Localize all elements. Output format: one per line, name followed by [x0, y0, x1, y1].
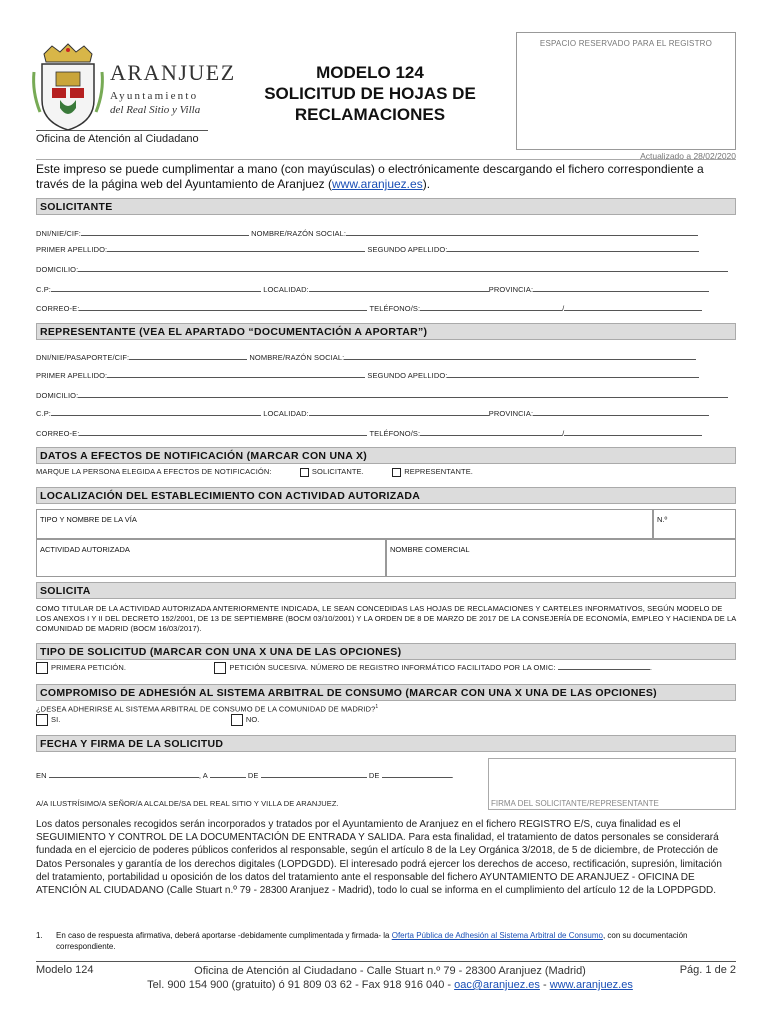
si-checkbox[interactable]: [36, 714, 48, 726]
comercial-field[interactable]: [386, 539, 736, 577]
solicitante-option-label: SOLICITANTE.: [311, 467, 364, 476]
section-solicita: SOLICITA: [36, 582, 736, 599]
email-link[interactable]: oac@aranjuez.es: [454, 979, 540, 991]
apellido2-field[interactable]: [447, 244, 699, 252]
footnote: [36, 930, 736, 952]
office-name: Oficina de Atención al Ciudadano: [36, 133, 199, 145]
footer-separator: -: [539, 979, 550, 991]
numero-label: N.º: [657, 515, 668, 524]
destinatario: A/A ILUSTRÍSIMO/A SEÑOR/A ALCALDE/SA DEL REAL SITIO Y VILLA DE ARANJUEZ.: [36, 799, 339, 808]
rep-domicilio-field[interactable]: [78, 390, 728, 398]
actividad-label: ACTIVIDAD AUTORIZADA: [40, 545, 130, 554]
telefono-field-2[interactable]: [564, 303, 702, 311]
nombre-label: NOMBRE/RAZÓN SOCIAL:: [251, 229, 347, 238]
provincia-field[interactable]: [533, 284, 709, 292]
footer-website-link[interactable]: www.aranjuez.es: [549, 979, 633, 991]
section-solicitante: SOLICITANTE: [36, 198, 736, 215]
telefono-label: TELÉFONO/S:: [369, 304, 421, 313]
title-line-3: RECLAMACIONES: [294, 105, 446, 124]
footer-phones: Tel. 900 154 900 (gratuito) ó 91 809 03 62 - Fax 918 916 040 -: [147, 979, 455, 991]
lugar-field[interactable]: [49, 770, 199, 778]
correo-field[interactable]: [79, 303, 367, 311]
rep-localidad-field[interactable]: [309, 408, 489, 416]
compromiso-question: [36, 704, 736, 714]
apellido1-field[interactable]: [107, 244, 365, 252]
divider: [36, 159, 736, 160]
si-label: SI.: [51, 714, 61, 724]
rep-correo-field[interactable]: [79, 428, 367, 436]
mes-label: DE: [247, 771, 259, 780]
registro-label: ESPACIO RESERVADO PARA EL REGISTRO: [539, 39, 713, 48]
cp-label: C.P:: [36, 285, 51, 294]
solicitante-row-1: [36, 228, 736, 238]
telefono-field-1[interactable]: [420, 303, 565, 313]
rep-apellido2-label: SEGUNDO APELLIDO:: [367, 371, 448, 380]
compromiso-question-text: ¿DESEA ADHERIRSE AL SISTEMA ARBITRAL DE CONSUMO DE LA COMUNIDAD DE MADRID?: [36, 704, 376, 714]
en-label: EN: [36, 771, 47, 780]
footer-contact: [110, 964, 670, 992]
via-field[interactable]: [36, 509, 653, 539]
oferta-publica-link[interactable]: Oferta Pública de Adhesión al Sistema Arbitral de Consumo: [391, 931, 603, 940]
solicitante-row-5: [36, 303, 736, 313]
legal-notice: Los datos personales recogidos serán incorporados y tratados por el Ayuntamiento de Aranjuez en el fichero REGISTRO E/S, cuya finalidad es el SEGUIMIENTO Y CONTROL DE LA DOCUMENTACIÓN DE ENTRADA Y SALIDA. Para esta finalidad, el tratamiento de datos personales se considerará fundada en el ejercicio de poderes públicos conferidos al responsable, según el artículo 8 de la Ley Orgánica 3/2018, de 5 de diciembre, de Protección de Datos Personales y garantía de los derechos digitales (LOPDGDD). El interesado podrá ejercer los derechos de acceso, rectificación, supresión, limitación del tratamiento, portabilidad u oposición de los datos del tratamiento ante el responsable del fichero AYUNTAMIENTO DE ARANJUEZ - OFICINA DE ATENCIÓN AL CIUDADANO (Calle Stuart n.º 79 - 28300 Aranjuez - Madrid), todo lo cual se informa en el cumplimiento del artículo 12 de la LOPDPGDD.: [36, 819, 722, 897]
representante-option-label: REPRESENTANTE.: [404, 467, 473, 476]
firma-box[interactable]: [488, 758, 736, 810]
registro-box: [516, 32, 736, 150]
primera-peticion-label: PRIMERA PETICIÓN.: [51, 663, 127, 672]
domicilio-label: DOMICILIO:: [36, 265, 79, 274]
representante-row-4: [36, 408, 736, 418]
provincia-label: PROVINCIA:: [488, 285, 534, 294]
apellido2-label: SEGUNDO APELLIDO:: [367, 245, 448, 254]
coat-of-arms-icon: [30, 42, 106, 132]
section-fecha: FECHA Y FIRMA DE LA SOLICITUD: [36, 735, 736, 752]
apellido1-label: PRIMER APELLIDO:: [36, 245, 108, 254]
localidad-field[interactable]: [309, 284, 489, 292]
anio-field[interactable]: [382, 770, 452, 778]
footnote-marker: 1: [375, 704, 379, 710]
footnote-text: En caso de respuesta afirmativa, deberá aportarse -debidamente cumplimentada y firmada- la: [56, 931, 392, 940]
representante-row-1: [36, 352, 736, 362]
compromiso-options: [36, 714, 736, 728]
rep-provincia-field[interactable]: [533, 408, 709, 416]
rep-provincia-label: PROVINCIA:: [488, 409, 534, 418]
title-line-1: MODELO 124: [316, 63, 424, 82]
page-number: Pág. 1 de 2: [679, 964, 736, 976]
footnote-end: , con su documentación correspondiente.: [56, 931, 688, 951]
intro-body: Este impreso se puede cumplimentar a mano (con mayúsculas) o electrónicamente descargando el fichero correspondiente a través de la página web del Ayuntamiento de Aranjuez (: [36, 162, 704, 191]
rep-domicilio-label: DOMICILIO:: [36, 391, 79, 400]
section-tipo: TIPO DE SOLICITUD (MARCAR CON UNA X UNA DE LAS OPCIONES): [36, 643, 736, 660]
primera-peticion-checkbox[interactable]: [36, 662, 48, 674]
intro-text: [36, 162, 736, 192]
footer-model: Modelo 124: [36, 964, 94, 976]
dni-field[interactable]: [81, 228, 249, 236]
rep-cp-label: C.P:: [36, 409, 51, 418]
via-label: TIPO Y NOMBRE DE LA VÍA: [40, 515, 137, 524]
notificacion-label: MARQUE LA PERSONA ELEGIDA A EFECTOS DE NOTIFICACIÓN:: [36, 467, 272, 476]
mes-field[interactable]: [261, 770, 367, 778]
rep-nombre-label: NOMBRE/RAZÓN SOCIAL:: [249, 353, 345, 362]
rep-nombre-field[interactable]: [344, 352, 696, 360]
website-link[interactable]: www.aranjuez.es: [331, 177, 423, 191]
correo-label: CORREO-E:: [36, 304, 80, 313]
section-localizacion: LOCALIZACIÓN DEL ESTABLECIMIENTO CON ACTIVIDAD AUTORIZADA: [36, 487, 736, 504]
solicitante-row-4: [36, 284, 736, 294]
rep-correo-label: CORREO-E:: [36, 429, 80, 438]
no-checkbox[interactable]: [231, 714, 243, 726]
solicitante-checkbox[interactable]: [300, 468, 309, 477]
section-notificacion: DATOS A EFECTOS DE NOTIFICACIÓN (MARCAR CON UNA X): [36, 447, 736, 464]
telefono-separator: /: [562, 304, 565, 313]
anio-label: DE: [368, 771, 380, 780]
intro-end: ).: [422, 177, 431, 191]
nombre-field[interactable]: [346, 228, 698, 236]
peticion-sucesiva-checkbox[interactable]: [214, 662, 226, 674]
rep-apellido1-field[interactable]: [107, 370, 365, 378]
page-title: [240, 62, 500, 125]
solicitante-row-2: [36, 244, 736, 254]
actividad-field[interactable]: [36, 539, 386, 577]
representante-row-3: [36, 390, 736, 400]
rep-dni-label: DNI/NIE/PASAPORTE/CIF:: [36, 353, 130, 362]
dia-field[interactable]: [210, 770, 246, 778]
representante-row-2: [36, 370, 736, 380]
rep-localidad-label: LOCALIDAD:: [263, 409, 309, 418]
rep-telefono-label: TELÉFONO/S:: [369, 429, 421, 438]
rep-telefono-field-1[interactable]: [420, 428, 565, 438]
footer-divider: [36, 961, 736, 962]
registro-omic-field[interactable]: [558, 662, 650, 670]
cp-field[interactable]: [51, 284, 261, 292]
rep-apellido2-field[interactable]: [447, 370, 699, 378]
localidad-label: LOCALIDAD:: [263, 285, 309, 294]
firma-label: FIRMA DEL SOLICITANTE/REPRESENTANTE: [491, 799, 659, 808]
rep-telefono-separator: /: [562, 429, 565, 438]
peticion-sucesiva-label: PETICIÓN SUCESIVA. NÚMERO DE REGISTRO INFORMÁTICO FACILITADO POR LA OMIC:: [229, 663, 556, 672]
section-representante: REPRESENTANTE (VEA EL APARTADO “DOCUMENTACIÓN A APORTAR”): [36, 323, 736, 340]
no-label: NO.: [245, 714, 260, 724]
numero-field[interactable]: [653, 509, 736, 539]
representante-row-5: [36, 428, 736, 438]
representante-checkbox[interactable]: [392, 468, 401, 477]
dia-label: , A: [198, 771, 208, 780]
domicilio-field[interactable]: [78, 264, 728, 272]
brand-name: ARANJUEZ: [110, 60, 236, 85]
rep-cp-field[interactable]: [51, 408, 261, 416]
fecha-row: EN , A DE DE .: [36, 771, 454, 780]
divider: [36, 130, 208, 131]
dni-label: DNI/NIE/CIF:: [36, 229, 81, 238]
section-compromiso: COMPROMISO DE ADHESIÓN AL SISTEMA ARBITRAL DE CONSUMO (MARCAR CON UNA X UNA DE LAS OPCIONES): [36, 684, 736, 701]
rep-apellido1-label: PRIMER APELLIDO:: [36, 371, 108, 380]
title-line-2: SOLICITUD DE HOJAS DE: [264, 84, 476, 103]
solicita-text: COMO TITULAR DE LA ACTIVIDAD AUTORIZADA ANTERIORMENTE INDICADA, LE SEAN CONCEDIDAS LAS HOJAS DE RECLAMACIONES Y CARTELES INFORMATIVOS, SEGÚN MODELO DE LOS ANEXOS I Y II DEL DECRETO 152/2001, DE 13 DE SEPTIEMBRE (BOCM 03/10/2001) Y LA ORDEN DE 8 DE MARZO DE 2017 DE LA CONSEJERÍA DE ECONOMÍA, EMPLEO Y HACIENDA DE LA COMUNIDAD DE MADRID (BOCM 16/03/2017).: [36, 604, 736, 633]
updated-date: Actualizado a 28/02/2020: [640, 151, 736, 161]
comercial-label: NOMBRE COMERCIAL: [390, 545, 470, 554]
notificacion-row: [36, 467, 736, 477]
brand-subtitle-2: del Real Sitio y Villa: [110, 104, 201, 116]
footnote-number: 1.: [36, 931, 43, 940]
tipo-row: PRIMERA PETICIÓN. PETICIÓN SUCESIVA. NÚMERO DE REGISTRO INFORMÁTICO FACILITADO POR LA OMIC: .: [36, 662, 736, 676]
rep-dni-field[interactable]: [129, 352, 247, 360]
rep-telefono-field-2[interactable]: [564, 428, 702, 436]
footer-address: Oficina de Atención al Ciudadano - Calle Stuart n.º 79 - 28300 Aranjuez (Madrid): [194, 965, 586, 977]
solicitante-row-3: [36, 264, 736, 274]
brand-subtitle: Ayuntamiento: [110, 90, 199, 102]
